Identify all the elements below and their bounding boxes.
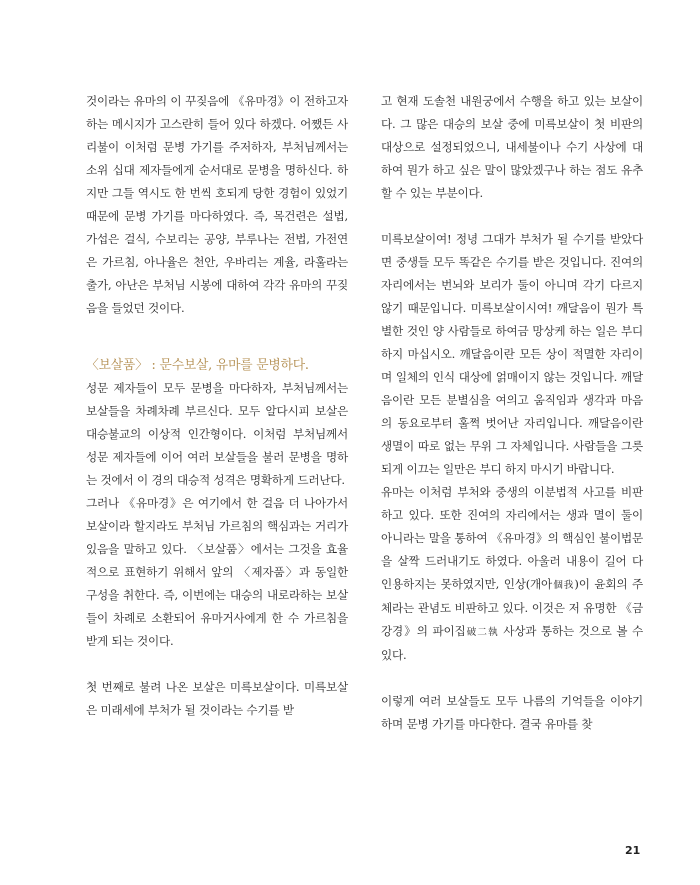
- paragraph-maitreya-intro: 첫 번째로 불려 나온 보살은 미륵보살이다. 미륵보살은 미래세에 부처가 될 것이라는 수기를 받: [86, 680, 348, 717]
- analysis-text-start: 유마는 이처럼 부처와 중생의 이분법적 사고를 비판하고 있다. 또한 진여의 자리에서는 생과 멸이 둘이 아니라는 말을 통하여 《유마경》의 핵심인 불이법문을 살짝 드러내기도 하였다. 아울러 내용이 길어 다 인용하지는 못하였지만, 인상(개아: [381, 485, 643, 591]
- analysis-text-end: 사상과 통하는 것으로 볼 수 있다.: [381, 624, 643, 662]
- paragraph-vimalakirti-teaching: 그러나 《유마경》은 여기에서 한 걸음 더 나아가서 보살이라 할지라도 부처님 가르침의 핵심과는 거리가 있음을 말하고 있다. 〈보살품〉에서는 그것을 효율적으로 표현하기 위해서 앞의 〈제자품〉과 동일한 구성을 취한다. 즉, 이번에는 대승의 내로라하는 보살들이 차례로 소환되어 유마거사에게 한 수 가르침을 받게 되는 것이다.: [86, 496, 348, 648]
- hanja-gaea: 個我: [552, 580, 575, 591]
- paragraph-bodhisattvas: 성문 제자들이 모두 문병을 마다하자, 부처님께서는 보살들을 차례차례 부르신다. 모두 알다시피 보살은 대승불교의 이상적 인간형이다. 이처럼 부처님께서 성문 제자들에 이어 여러 보살들을 불러 문병을 명하는 것에서 이 경의 대승적 성격은 명확하게 드러난다.: [86, 381, 348, 487]
- spacer: [86, 320, 348, 354]
- paragraph-quote-maitreya: 미륵보살이여! 정녕 그대가 부처가 될 수기를 받았다면 중생들 모두 똑같은 수기를 받은 것입니다. 진여의 자리에서는 번뇌와 보리가 둘이 아니며 각기 다르지 않기 때문입니다. 미륵보살이시여! 깨달음이 뭔가 특별한 것인 양 사람들로 하여금 망상케 하는 일은 부디 하지 마십시오. 깨달음이란 모든 상이 적멸한 자리이며 일체의 인식 대상에 얽매이지 않는 것입니다. 깨달음이란 모든 분별심을 여의고 움직임과 생각과 마음의 동요로부터 훌쩍 벗어난 자리입니다. 깨달음이란 생멸이 따로 없는 무위 그 자체입니다. 사람들을 그릇되게 이끄는 일만은 부디 하지 마시기 바랍니다.: [381, 232, 643, 476]
- spacer: [381, 205, 643, 228]
- section-heading: 〈보살품〉 : 문수보살, 유마를 문병하다.: [86, 358, 309, 373]
- spacer: [86, 653, 348, 676]
- right-column: [381, 90, 643, 736]
- hanja-paijip: 破二執: [465, 627, 499, 638]
- paragraph-maitreya-continued: 고 현재 도솔천 내원궁에서 수행을 하고 있는 보살이다. 그 많은 대승의 보살 중에 미륵보살이 첫 비판의 대상으로 설정되었으니, 내세불이나 수기 사상에 대하여 뭔가 하고 싶은 말이 많았겠구나 하는 점도 유추할 수 있는 부분이다.: [381, 94, 643, 200]
- spacer: [381, 667, 643, 690]
- paragraph-analysis: [381, 481, 643, 667]
- paragraph-conclusion: 이렇게 여러 보살들도 모두 나름의 기억들을 이야기하며 문병 가기를 마다한다. 결국 유마를 찾: [381, 694, 643, 731]
- analysis-text-middle: )이 윤회의 주체라는 관념도 비판하고 있다. 이것은 저 유명한 《금강경》의 파이집: [381, 577, 643, 638]
- left-column: [86, 90, 348, 722]
- paragraph-disciples: 것이라는 유마의 이 꾸짖음에 《유마경》이 전하고자 하는 메시지가 고스란히 들어 있다 하겠다. 어쨌든 사리불이 이처럼 문병 가기를 주저하자, 부처님께서는 소위 십대 제자들에게 순서대로 문병을 명하신다. 하지만 그들 역시도 한 번씩 호되게 당한 경험이 있었기 때문에 문병 가기를 마다하였다. 즉, 목건련은 설법, 가섭은 걸식, 수보리는 공양, 부루나는 전법, 가전연은 가르침, 아나율은 천안, 우바리는 계율, 라훌라는 출가, 아난은 부처님 시봉에 대하여 각각 유마의 꾸짖음을 들었던 것이다.: [86, 94, 348, 315]
- page-number: 21: [625, 844, 641, 857]
